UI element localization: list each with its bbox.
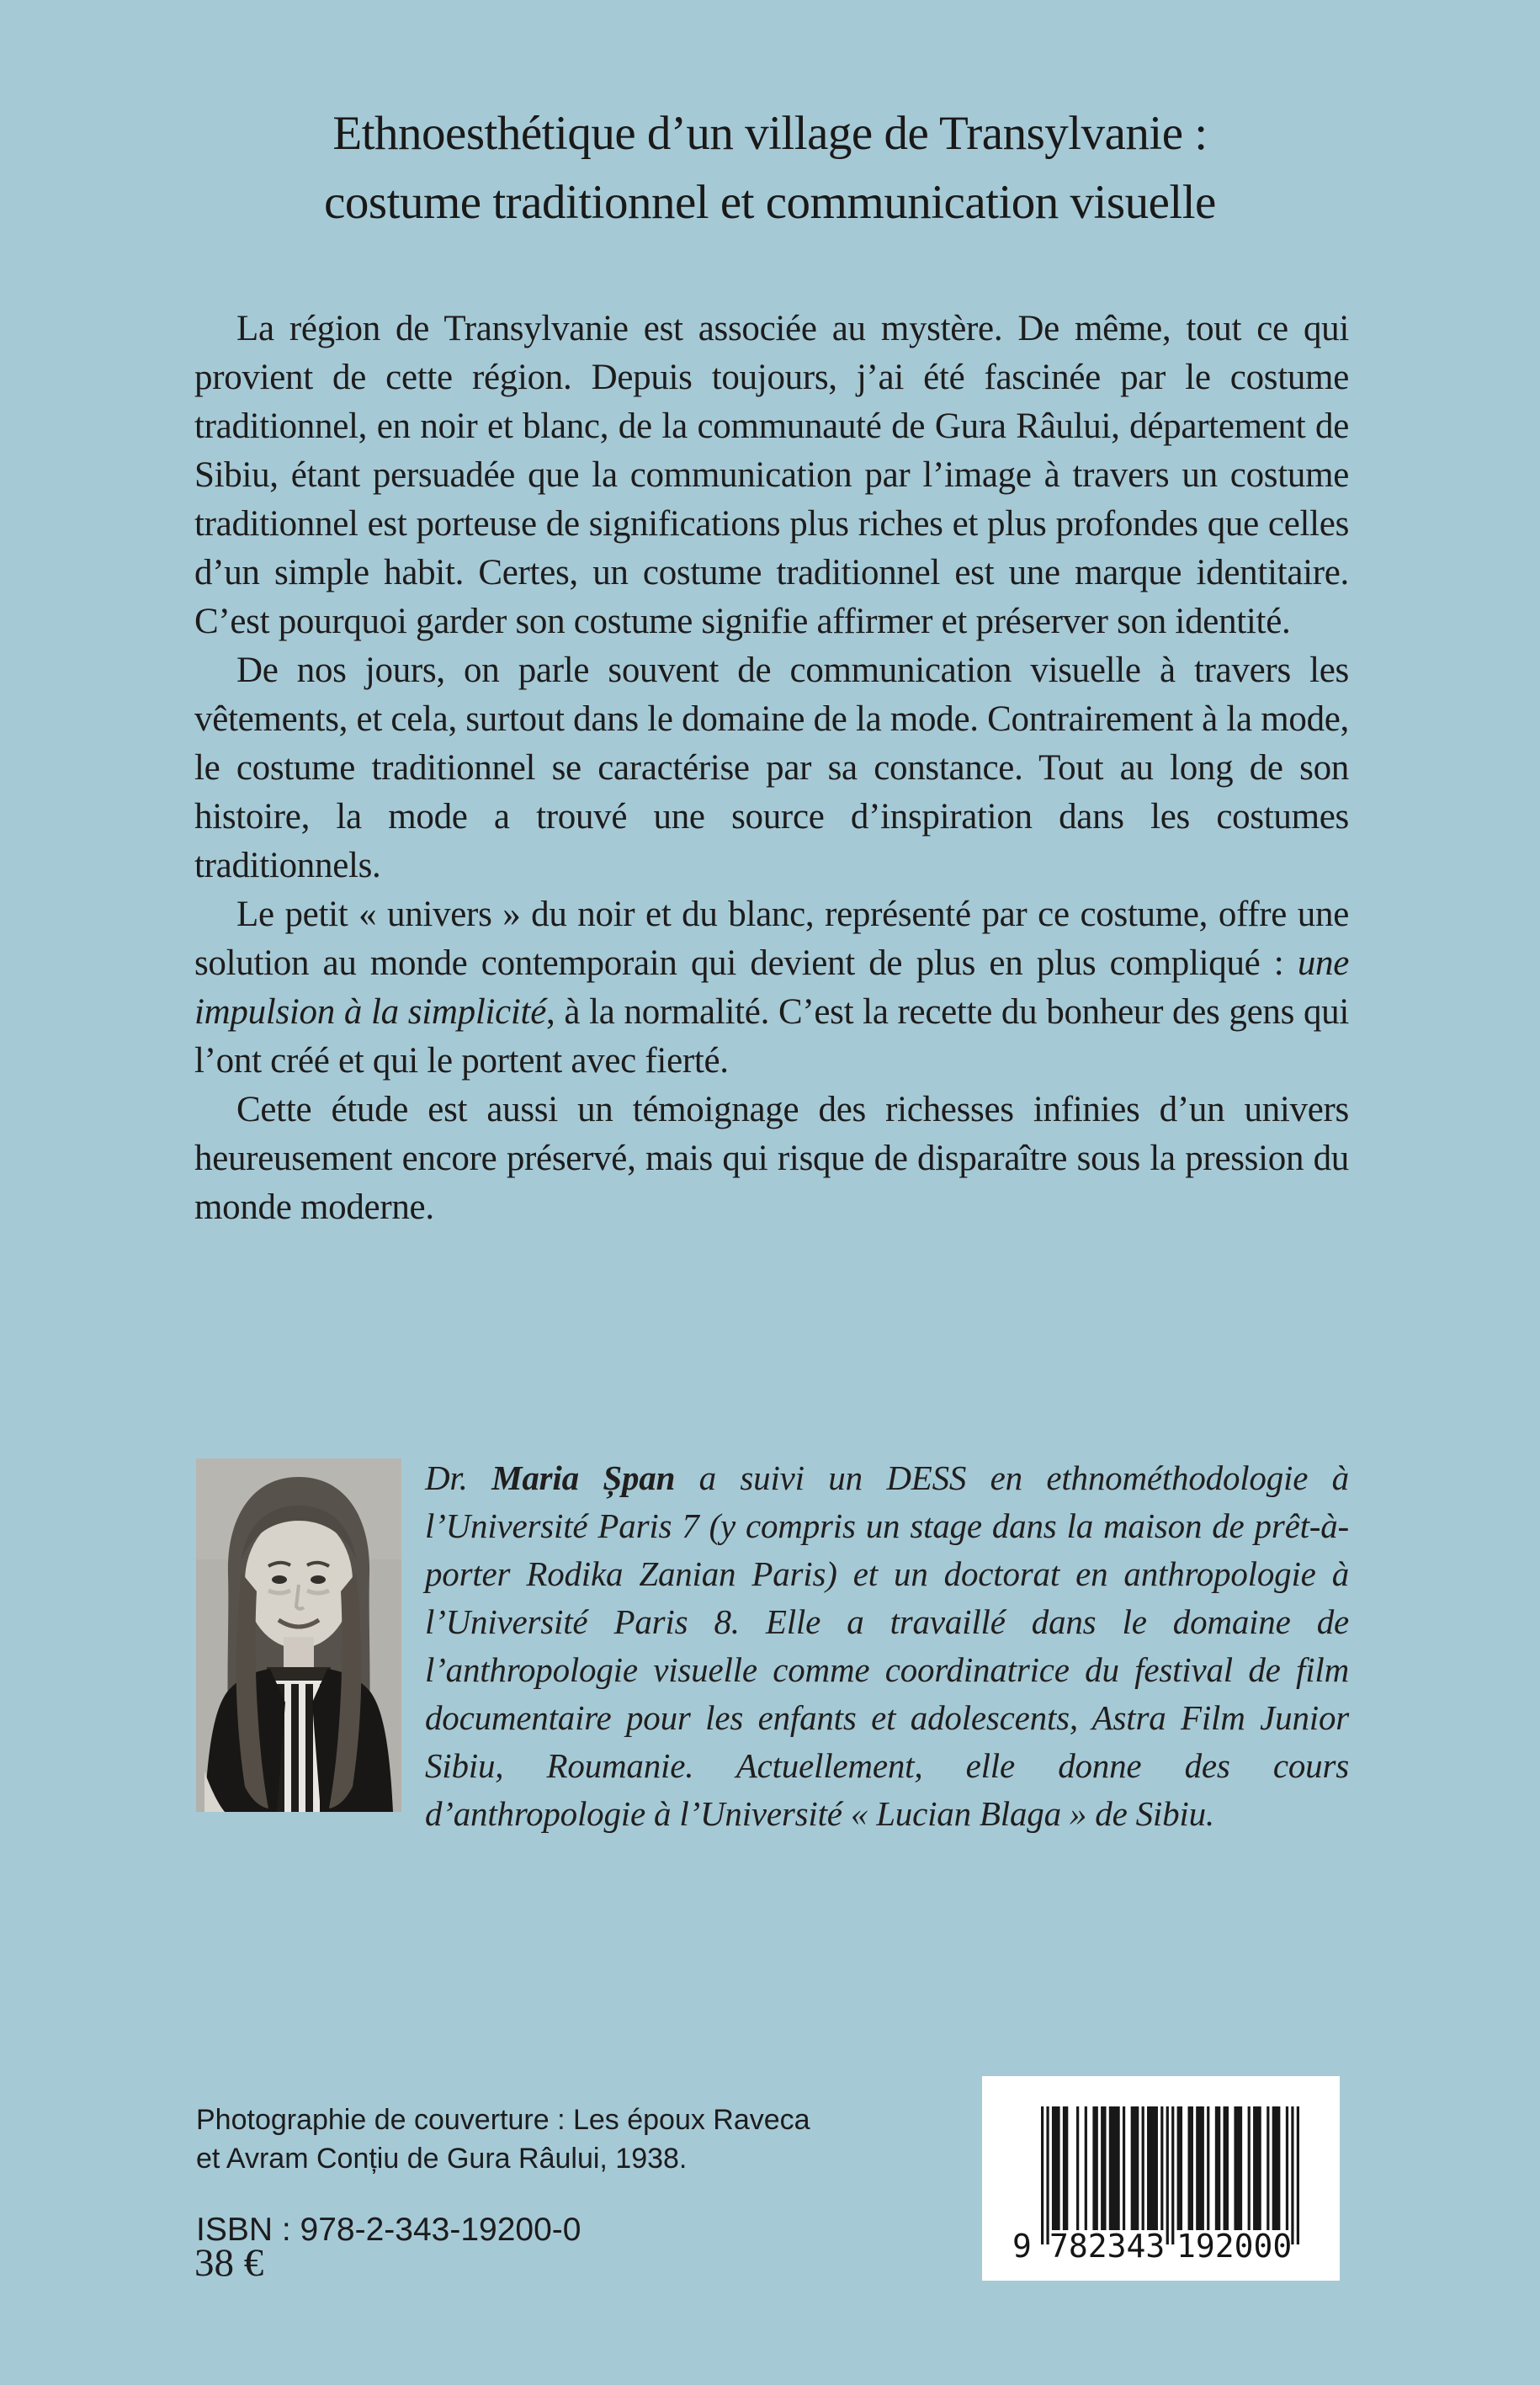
barcode-bars [1041,2106,1299,2244]
price: 38 € [194,2241,264,2285]
synopsis-paragraph-1: La région de Transylvanie est associée au mystère. De même, tout ce qui provient de cette région. Depuis toujours, j’ai été fascinée par le costume traditionnel, en noir et blanc, de la communauté de Gura Râului, département de Sibiu, étant persuadée que la communication par l’image à travers un costume traditionnel est porteuse de significations plus riches et plus profondes que celles d’un simple habit. Certes, un costume traditionnel est une marque identitaire. C’est pourquoi garder son costume signifie affirmer et préserver son identité. [194,309,1349,641]
cover-photo-credit-line-1: Photographie de couverture : Les époux Raveca [196,2104,810,2136]
author-title-prefix: Dr. [425,1458,492,1497]
barcode-digit-group-2: 782343 [1049,2228,1166,2265]
cover-photo-credit-line-2: et Avram Conțiu de Gura Râului, 1938. [196,2143,688,2175]
synopsis-paragraph-3-start: Le petit « univers » du noir et du blanc, représenté par ce costume, offre une solution au monde contemporain qui devient de plus en plus compliqué : [194,895,1349,983]
book-title [0,99,1540,237]
author-bio [425,1454,1349,1838]
barcode-digit-group-3: 192000 [1176,2228,1293,2265]
synopsis-emphasis: une impulsion à la simplicité [194,943,1349,1032]
isbn: ISBN : 978-2-343-19200-0 [196,2212,581,2248]
synopsis-paragraph-4: Cette étude est aussi un témoignage des richesses infinies d’un univers heureusement encore préservé, mais qui risque de disparaître sous la pression du monde moderne. [194,1090,1349,1227]
book-title-line-1: Ethnoesthétique d’un village de Transylvanie : [332,107,1208,160]
synopsis-paragraph-2: De nos jours, on parle souvent de communication visuelle à travers les vêtements, et cela, surtout dans le domaine de la mode. Contrairement à la mode, le costume traditionnel se caractérise par sa constance. Tout au long de son histoire, la mode a trouvé une source d’inspiration dans les costumes traditionnels. [194,651,1349,885]
author-bio-text: a suivi un DESS en ethnométhodologie à l’Université Paris 7 (y compris un stage dans la maison de prêt-à-porter Rodika Zanian Paris) et un doctorat en anthropologie à l’Université Paris 8. Elle a travaillé dans le domaine de l’anthropologie visuelle comme coordinatrice du festival de film documentaire pour les enfants et adolescents, Astra Film Junior Sibiu, Roumanie. Actuellement, elle donne des cours d’anthropologie à l’Université « Lucian Blaga » de Sibiu. [425,1458,1349,1833]
synopsis-paragraph-3 [194,890,1349,1086]
author-name: Maria Șpan [491,1458,676,1497]
synopsis-paragraph-3-end: , à la normalité. C’est la recette du bonheur des gens qui l’ont créé et qui le portent avec fierté. [194,992,1349,1081]
synopsis [194,305,1349,1232]
book-title-line-2: costume traditionnel et communication visuelle [324,176,1216,229]
barcode-digit-group-1: 9 [1012,2228,1032,2265]
author-photo [196,1458,401,1812]
barcode [982,2076,1340,2281]
portrait-image [196,1458,401,1812]
cover-photo-credit [196,2101,810,2178]
